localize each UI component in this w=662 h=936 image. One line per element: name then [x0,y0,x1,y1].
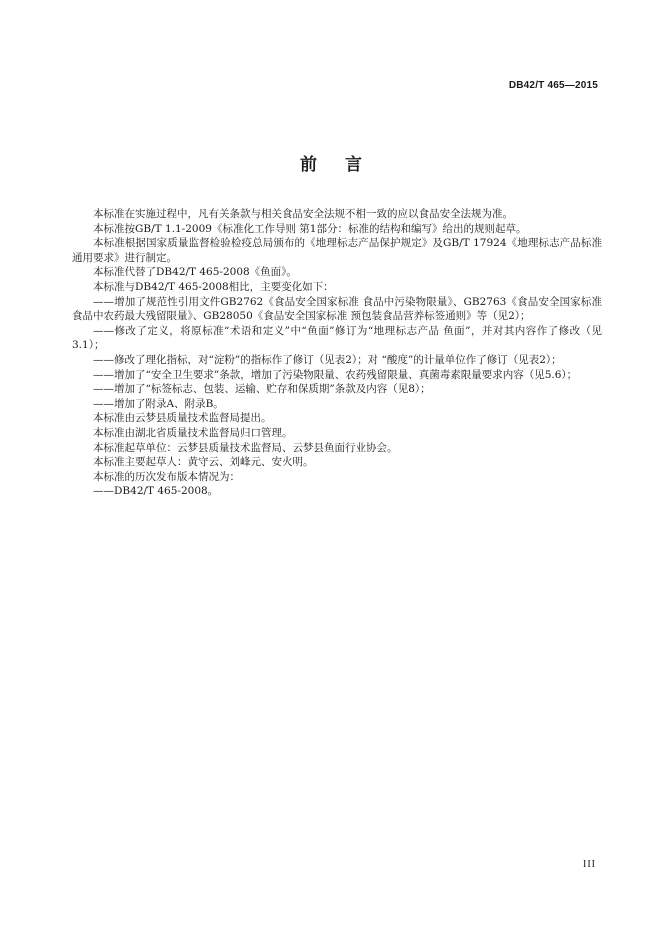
paragraph: 本标准与DB42/T 465-2008相比，主要变化如下： [93,280,334,293]
paragraph: 本标准代替了DB42/T 465-2008《鱼面》。 [93,266,297,279]
paragraph: 本标准主要起草人：黄守云、刘峰元、安火明。 [93,456,314,469]
paragraph: ——DB42/T 465-2008。 [93,485,219,498]
page-number: III [583,859,596,870]
paragraph: 本标准根据国家质量监督检验检疫总局颁布的《地理标志产品保护规定》及GB/T 17924《地理标志产品标准通用要求》进行制定。 [72,237,602,264]
change-item: ——修改了理化指标，对“淀粉”的指标作了修订（见表2）；对 “酸度”的计量单位作了修订（见表2）； [93,353,562,366]
title-char-2: 言 [345,155,362,175]
change-item: ——增加了规范性引用文件GB2762《食品安全国家标准 食品中污染物限量》、GB2763《食品安全国家标准 食品中农药最大残留限量》、GB28050《食品安全国家标准 预包装食品营养标签通则》等（见2）； [72,295,602,323]
change-item: ——增加了“安全卫生要求”条款，增加了污染物限量、农药残留限量、真菌毒素限量要求内容（见5.6）； [93,368,578,381]
paragraph: 本标准起草单位：云梦县质量技术监督局、云梦县鱼面行业协会。 [93,441,398,454]
paragraph: 本标准的历次发布版本情况为： [93,470,240,483]
standard-code: DB42/T 465—2015 [508,80,598,91]
page-title [0,150,662,175]
paragraph: 本标准按GB/T 1.1-2009《标准化工作导则 第1部分：标准的结构和编写》给出的规则起草。 [93,222,527,235]
change-item: ——修改了定义，将原标准“术语和定义”中“鱼面”修订为“地理标志产品 鱼面”，并对其内容作了修改（见3.1）； [72,324,602,352]
paragraph: 本标准在实施过程中，凡有关条款与相关食品安全法规不相一致的应以食品安全法规为准。 [93,208,513,220]
foreword-body [72,207,602,499]
change-item: ——增加了“标签标志、包装、运输、贮存和保质期”条款及内容（见8）； [93,383,431,396]
title-char-1: 前 [300,155,317,175]
paragraph: 本标准由湖北省质量技术监督局归口管理。 [93,426,293,439]
change-item: ——增加了附录A、附录B。 [93,397,224,410]
paragraph: 本标准由云梦县质量技术监督局提出。 [93,412,272,425]
